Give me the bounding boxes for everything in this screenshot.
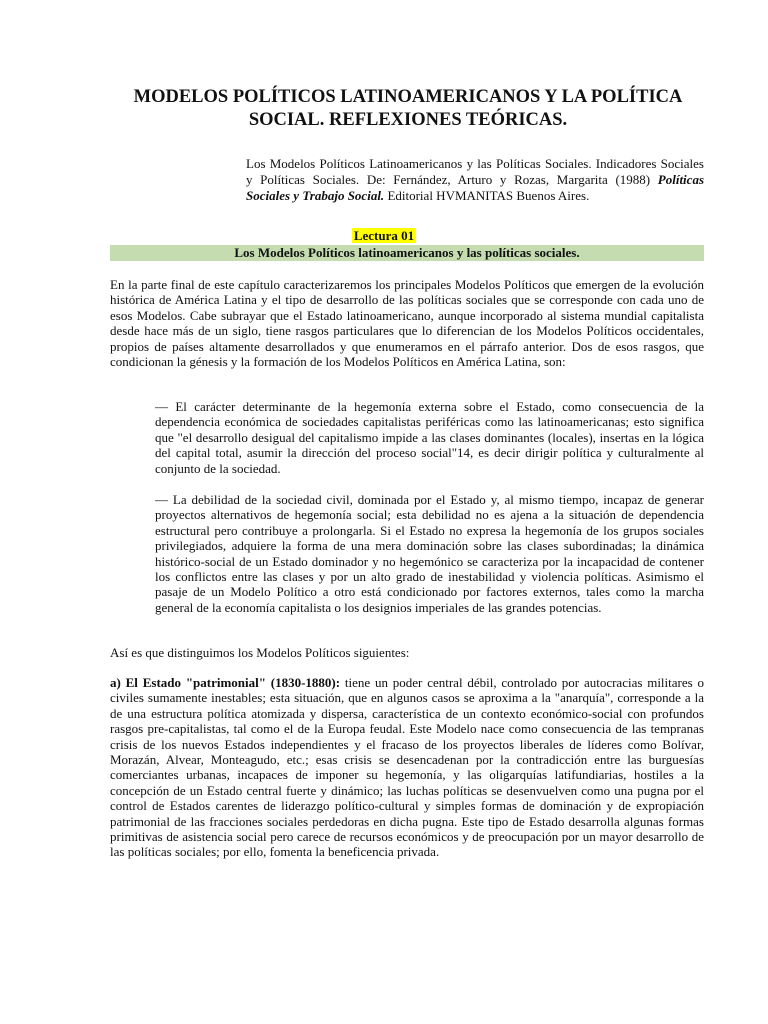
lectura-label-row <box>0 228 768 244</box>
citation-text: Los Modelos Políticos Latinoamericanos y las Políticas Sociales. Indicadores Sociales y Políticas Sociales. De: Fernández, Arturo y Rozas, Margarita (1988) <box>246 156 704 187</box>
document-title: MODELOS POLÍTICOS LATINOAMERICANOS Y LA POLÍTICA SOCIAL. REFLEXIONES TEÓRICAS. <box>133 87 683 130</box>
citation-book-title: Políticas Sociales y Trabajo Social. <box>246 172 704 203</box>
model-a-heading: a) El Estado "patrimonial" (1830-1880): <box>110 675 341 690</box>
list-intro-paragraph: Así es que distinguimos los Modelos Políticos siguientes: <box>110 645 410 660</box>
indented-point-1: — El carácter determinante de la hegemonía externa sobre el Estado, como consecuencia de la dependencia económica de sociedades capitalistas periféricas como las latinoamericanas; esto significa que "el desarrollo desigual del capitalismo impide a las clases dominantes (locales), insertas en la lógica del capital total, asumir la dirección del proceso social"14, es decir dirigir política y culturalmente al conjunto de la sociedad. <box>155 399 704 476</box>
citation-publisher: Editorial HVMANITAS Buenos Aires. <box>384 188 590 203</box>
source-citation <box>246 156 704 204</box>
model-a-text: tiene un poder central débil, controlado por autocracias militares o civiles sumamente inestables; esta situación, que en algunos casos se aproxima a la "anarquía", corresponde a la de una estructura política atomizada y dispersa, característica de un contexto económico-social con profundos rasgos pre-capitalistas, tal como el de la Europa feudal. Este Modelo nace como consecuencia de las tempranas crisis de los nuevos Estados independientes y el fracaso de los proyectos liberales de líderes como Bolívar, Morazán, Alvear, Monteagudo, etc.; esas crisis se desencadenan por la contradicción entre las burguesías comerciantes urbanas, incapaces de imponer su hegemonía, y las oligarquías latifundiarias, hostiles a la concepción de un Estado central fuerte y dinámico; las luchas políticas se desenvuelven como una pugna por el control de Estados carentes de liderazgo político-cultural y simples formas de dominación y de expropiación patrimonial de las fracciones sociales perdedoras en dicha pugna. Este tipo de Estado desarrolla algunas formas primitivas de asistencia social pero carece de recursos económicos y de preocupación por un mayor desarrollo de las políticas sociales; por ello, fomenta la beneficencia privada. <box>110 675 704 860</box>
model-a-paragraph <box>110 675 704 860</box>
section-heading: Los Modelos Políticos latinoamericanos y las políticas sociales. <box>110 245 704 261</box>
intro-paragraph: En la parte final de este capítulo caracterizaremos los principales Modelos Políticos que emergen de la evolución histórica de América Latina y el tipo de desarrollo de las políticas sociales que se corresponde con cada uno de esos Modelos. Cabe subrayar que el Estado latinoamericano, aunque incorporado al sistema mundial capitalista desde hace más de un siglo, tiene rasgos particulares que lo diferencian de los Modelos Políticos occidentales, propios de países altamente desarrollados y que enumeramos en el párrafo anterior. Dos de esos rasgos, que condicionan la génesis y la formación de los Modelos Políticos en América Latina, son: <box>110 277 704 370</box>
indented-point-2: — La debilidad de la sociedad civil, dominada por el Estado y, al mismo tiempo, incapaz de generar proyectos alternativos de hegemonía social; esta debilidad no es ajena a la situación de dependencia estructural pero contribuye a prolongarla. Si el Estado no expresa la hegemonía de los grupos sociales privilegiados, adquiere la forma de una mera dominación sobre las clases subordinadas; la dinámica histórico-social de un Estado dominador y no hegemónico se caracteriza por la incapacidad de contener los conflictos entre las clases y por un alto grado de inestabilidad y violencia políticas. Asimismo el pasaje de un Modelo Político a otro está condicionado por factores externos, tales como la marcha general de la economía capitalista o los designios imperiales de las grandes potencias. <box>155 492 704 615</box>
lectura-label: Lectura 01 <box>353 228 415 243</box>
